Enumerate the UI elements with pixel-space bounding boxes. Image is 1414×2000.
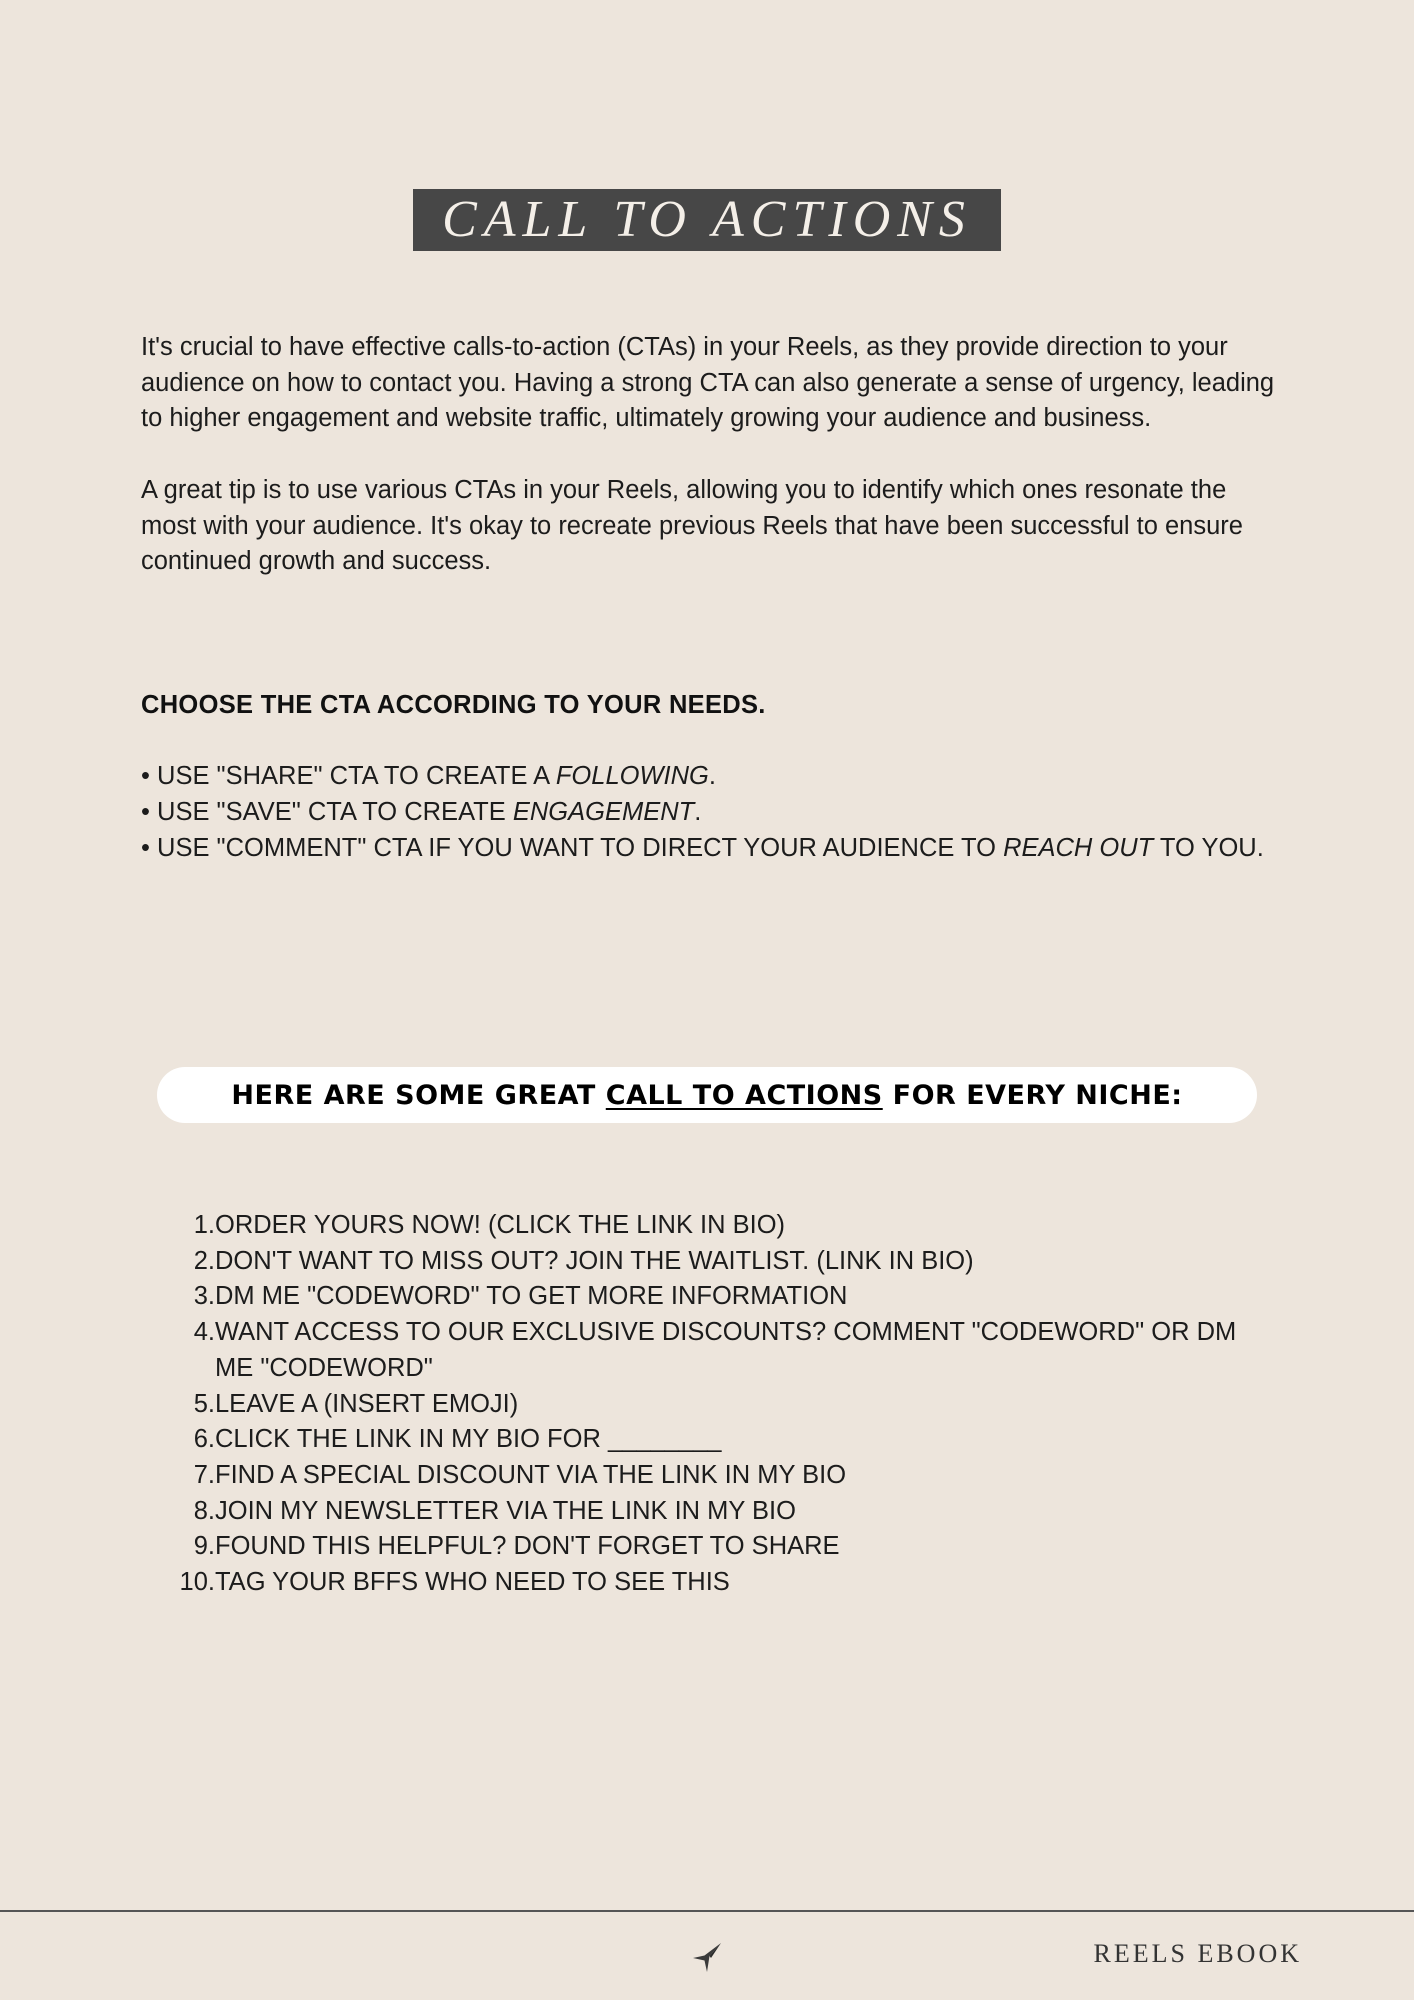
needs-item-emphasis: FOLLOWING <box>555 762 709 791</box>
banner-before: HERE ARE SOME GREAT <box>231 1079 606 1111</box>
needs-item-text: USE "SAVE" CTA TO CREATE <box>149 798 513 827</box>
needs-item-suffix: TO YOU. <box>1153 833 1264 862</box>
list-item-text: TAG YOUR BFFS WHO NEED TO SEE THIS <box>215 1568 730 1597</box>
footer-divider <box>0 1910 1414 1912</box>
list-item-text: LEAVE A (INSERT EMOJI) <box>215 1389 519 1418</box>
intro-section <box>141 330 1281 616</box>
list-item-text: CLICK THE LINK IN MY BIO FOR ________ <box>215 1425 722 1454</box>
intro-paragraph-2: A great tip is to use various CTAs in your Reels, allowing you to identify which ones resonate the most with your audience. It's okay to recreate previous Reels that have been successful to ensure continued growth and success. <box>141 475 1243 576</box>
list-item <box>170 1565 1280 1601</box>
list-item-number: 10. <box>179 1568 215 1597</box>
needs-item-comment <box>141 831 1281 867</box>
needs-item-text: USE "COMMENT" CTA IF YOU WANT TO DIRECT YOUR AUDIENCE TO <box>149 833 1004 862</box>
needs-item-emphasis: ENGAGEMENT <box>512 798 695 827</box>
sparkle-star-icon <box>690 1941 724 1975</box>
list-item-text: ORDER YOURS NOW! (CLICK THE LINK IN BIO) <box>215 1211 786 1239</box>
banner-underlined: CALL TO ACTIONS <box>605 1079 883 1111</box>
needs-item-share <box>141 759 1281 795</box>
needs-item-suffix: . <box>694 798 702 827</box>
list-item <box>170 1244 1280 1280</box>
list-item <box>170 1208 1280 1244</box>
needs-section <box>141 688 1281 867</box>
page-title: CALL TO ACTIONS <box>442 191 972 248</box>
title-banner <box>413 189 1001 251</box>
needs-item-emphasis: REACH OUT <box>1003 833 1154 862</box>
bullet: • <box>141 798 150 827</box>
bullet: • <box>141 833 150 862</box>
list-item <box>170 1279 1280 1315</box>
bullet: • <box>141 762 150 791</box>
cta-banner-pill <box>157 1067 1257 1123</box>
needs-item-save <box>141 795 1281 831</box>
list-item-number: 6. <box>193 1425 215 1454</box>
list-item-number: 5. <box>193 1389 215 1418</box>
needs-item-text: USE "SHARE" CTA TO CREATE A <box>149 762 556 791</box>
list-item-text: JOIN MY NEWSLETTER VIA THE LINK IN MY BIO <box>215 1496 796 1525</box>
footer-brand: REELS EBOOK <box>1093 1939 1302 1968</box>
list-item-text: DM ME "CODEWORD" TO GET MORE INFORMATION <box>215 1282 848 1311</box>
list-item <box>170 1458 1280 1494</box>
list-item <box>170 1494 1280 1530</box>
cta-list <box>170 1208 1280 1601</box>
cta-banner-text <box>231 1080 1182 1111</box>
list-item <box>170 1529 1280 1565</box>
needs-item-suffix: . <box>708 762 716 791</box>
list-item <box>170 1387 1280 1423</box>
list-item-number: 4. <box>193 1318 215 1347</box>
list-item-text: FIND A SPECIAL DISCOUNT VIA THE LINK IN MY BIO <box>215 1460 847 1489</box>
list-item <box>170 1315 1280 1386</box>
list-item-number: 8. <box>193 1496 215 1525</box>
list-item-number: 2. <box>193 1246 215 1275</box>
intro-paragraph-1: It's crucial to have effective calls-to-action (CTAs) in your Reels, as they provide direction to your audience on how to contact you. Having a strong CTA can also generate a sense of urgency, leading to higher engagement and website traffic, ultimately growing your audience and business. <box>141 333 1275 433</box>
list-item-number: 7. <box>193 1460 215 1489</box>
list-item-number: 3. <box>193 1282 215 1311</box>
list-item-number: 1. <box>193 1211 215 1239</box>
list-item-text: FOUND THIS HELPFUL? DON'T FORGET TO SHARE <box>215 1532 840 1561</box>
list-item-number: 9. <box>193 1532 215 1561</box>
list-item-text: WANT ACCESS TO OUR EXCLUSIVE DISCOUNTS? COMMENT "CODEWORD" OR DM ME "CODEWORD" <box>215 1318 1237 1382</box>
list-item-text: DON'T WANT TO MISS OUT? JOIN THE WAITLIST. (LINK IN BIO) <box>215 1246 974 1275</box>
needs-list <box>141 759 1281 866</box>
banner-after: FOR EVERY NICHE: <box>882 1079 1183 1111</box>
needs-heading: CHOOSE THE CTA ACCORDING TO YOUR NEEDS. <box>141 691 766 719</box>
list-item <box>170 1422 1280 1458</box>
